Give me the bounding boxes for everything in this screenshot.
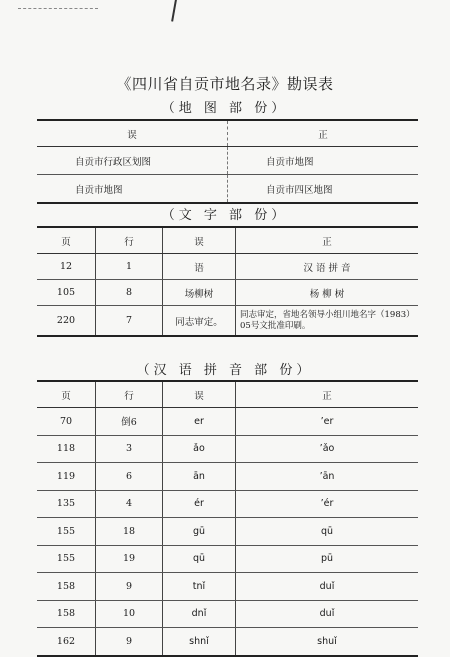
cell-line: 1 bbox=[96, 254, 163, 280]
cell-wrong: shnǐ bbox=[163, 628, 236, 656]
table-row bbox=[37, 435, 418, 463]
cell-line: 6 bbox=[96, 463, 163, 491]
cell-page: 12 bbox=[37, 254, 96, 280]
scan-mark-stroke bbox=[171, 0, 181, 22]
cell-line: 19 bbox=[96, 545, 163, 573]
table-header-row bbox=[37, 227, 418, 254]
header-line: 行 bbox=[96, 227, 163, 254]
text-errata-table bbox=[37, 226, 418, 337]
document-title: 《四川省自贡市地名录》勘误表 bbox=[116, 75, 334, 93]
header-correct: 正 bbox=[236, 381, 419, 408]
table-header-row bbox=[37, 120, 418, 147]
cell-line: 9 bbox=[96, 628, 163, 656]
cell-correct: 自贡市地图 bbox=[228, 147, 419, 175]
cell-line: 3 bbox=[96, 435, 163, 463]
cell-correct: pū bbox=[236, 545, 419, 573]
cell-line: 7 bbox=[96, 306, 163, 337]
cell-correct: shuǐ bbox=[236, 628, 419, 656]
table-row bbox=[37, 175, 418, 204]
cell-wrong: ǎo bbox=[163, 435, 236, 463]
cell-line: 8 bbox=[96, 280, 163, 306]
cell-correct: 同志审定，省地名领导小组川地名字（1983）05号文批准印刷。 bbox=[236, 306, 419, 337]
scan-mark-line bbox=[18, 8, 98, 10]
cell-wrong: tnǐ bbox=[163, 573, 236, 601]
header-wrong: 误 bbox=[163, 227, 236, 254]
section-title-map: （地 图 部 份） bbox=[161, 101, 289, 116]
cell-wrong: er bbox=[163, 408, 236, 436]
header-correct: 正 bbox=[228, 120, 419, 147]
cell-page: 158 bbox=[37, 600, 96, 628]
table-row bbox=[37, 628, 418, 656]
cell-correct: ’ér bbox=[236, 490, 419, 518]
cell-page: 70 bbox=[37, 408, 96, 436]
cell-page: 119 bbox=[37, 463, 96, 491]
cell-correct: 自贡市四区地图 bbox=[228, 175, 419, 204]
cell-wrong: 同志审定。 bbox=[163, 306, 236, 337]
cell-correct: qū bbox=[236, 518, 419, 546]
header-page: 页 bbox=[37, 227, 96, 254]
cell-page: 220 bbox=[56, 315, 76, 326]
table-row bbox=[37, 545, 418, 573]
table-row bbox=[37, 306, 418, 337]
cell-page: 155 bbox=[37, 545, 96, 573]
cell-line: 18 bbox=[96, 518, 163, 546]
header-wrong: 误 bbox=[37, 120, 228, 147]
table-row bbox=[37, 600, 418, 628]
cell-wrong: qū bbox=[163, 545, 236, 573]
table-header-row bbox=[37, 381, 418, 408]
header-page: 页 bbox=[37, 381, 96, 408]
table-row bbox=[37, 280, 418, 306]
cell-page: 118 bbox=[37, 435, 96, 463]
table-row bbox=[37, 518, 418, 546]
cell-wrong: dnǐ bbox=[163, 600, 236, 628]
cell-line: 倒6 bbox=[96, 408, 163, 436]
table-row bbox=[37, 408, 418, 436]
cell-correct: duǐ bbox=[236, 573, 419, 601]
section-title-pinyin: （汉 语 拼 音 部 份） bbox=[136, 363, 314, 378]
cell-correct: 杨 柳 树 bbox=[236, 280, 419, 306]
cell-page: 158 bbox=[37, 573, 96, 601]
cell-wrong: 语 bbox=[163, 254, 236, 280]
cell-wrong: 自贡市地图 bbox=[75, 184, 123, 196]
cell-page: 105 bbox=[37, 280, 96, 306]
cell-wrong: gū bbox=[163, 518, 236, 546]
table-row bbox=[37, 463, 418, 491]
section-title-text: （文 字 部 份） bbox=[161, 208, 289, 223]
cell-line: 9 bbox=[96, 573, 163, 601]
table-row bbox=[37, 573, 418, 601]
header-correct: 正 bbox=[236, 227, 419, 254]
pinyin-errata-table bbox=[37, 380, 418, 657]
cell-correct: ’ān bbox=[236, 463, 419, 491]
cell-correct: 汉 语 拼 音 bbox=[236, 254, 419, 280]
cell-page: 155 bbox=[37, 518, 96, 546]
cell-wrong: 场柳树 bbox=[163, 280, 236, 306]
cell-line: 10 bbox=[96, 600, 163, 628]
map-errata-table bbox=[37, 119, 418, 204]
cell-correct: duǐ bbox=[236, 600, 419, 628]
cell-wrong: ér bbox=[163, 490, 236, 518]
cell-page: 135 bbox=[37, 490, 96, 518]
table-row bbox=[37, 147, 418, 175]
cell-page: 162 bbox=[56, 635, 76, 647]
table-row bbox=[37, 490, 418, 518]
header-wrong: 误 bbox=[163, 381, 236, 408]
cell-correct: ’ǎo bbox=[236, 435, 419, 463]
cell-wrong: 自贡市行政区划图 bbox=[37, 147, 228, 175]
cell-wrong: ān bbox=[163, 463, 236, 491]
table-row bbox=[37, 254, 418, 280]
cell-line: 4 bbox=[96, 490, 163, 518]
header-line: 行 bbox=[96, 381, 163, 408]
cell-correct: ’er bbox=[236, 408, 419, 436]
